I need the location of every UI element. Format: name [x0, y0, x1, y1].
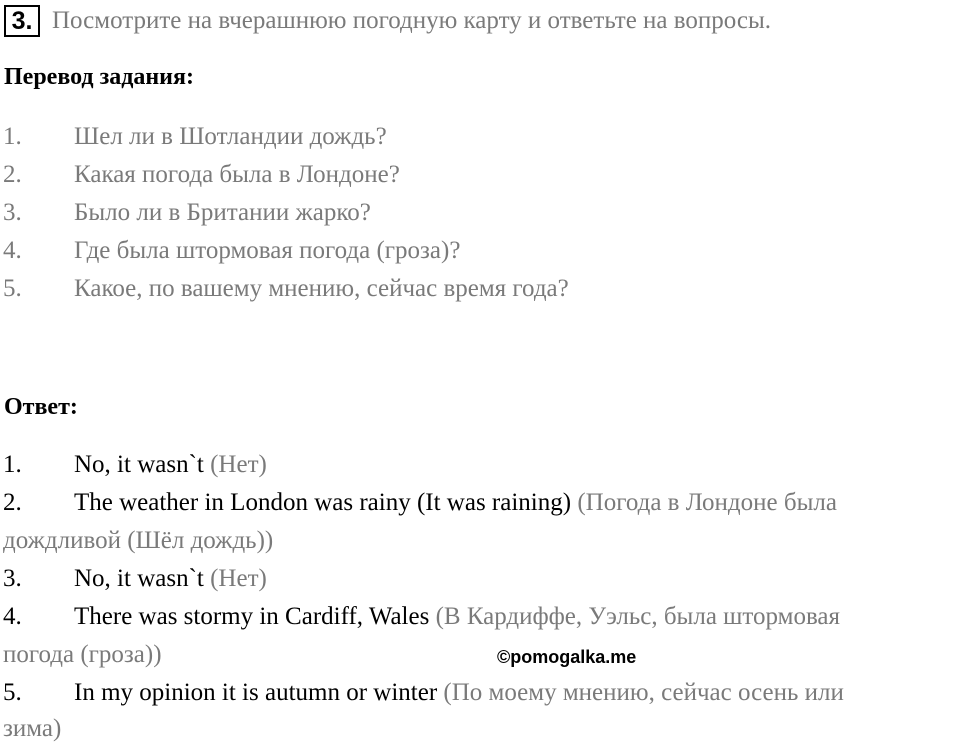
answer-english: No, it wasn`t: [74, 451, 204, 478]
answer-russian: (Погода в Лондоне была: [577, 489, 837, 516]
item-text: Где была штормовая погода (гроза)?: [74, 237, 461, 264]
answer-item: [3, 602, 840, 632]
item-number: 4.: [3, 603, 22, 630]
item-number: 1.: [3, 451, 22, 478]
item-text: Было ли в Британии жарко?: [74, 199, 371, 226]
answer-continuation: дождливой (Шёл дождь)): [3, 527, 274, 554]
item-number: 4.: [3, 237, 22, 264]
answer-item: [3, 450, 267, 480]
answer-english: In my opinion it is autumn or winter: [74, 679, 438, 706]
answer-heading: Ответ:: [4, 394, 78, 420]
translation-heading: Перевод задания:: [4, 64, 194, 90]
item-number: 5.: [3, 275, 22, 302]
item-number: 3.: [3, 565, 22, 592]
answer-item: [3, 678, 844, 708]
item-number: 5.: [3, 679, 22, 706]
answer-item: [3, 564, 267, 594]
item-text: Какое, по вашему мнению, сейчас время года?: [74, 275, 569, 302]
answer-russian: (Нет): [210, 451, 267, 478]
translation-item: [3, 160, 400, 190]
answer-item: [3, 488, 837, 518]
answer-russian: (В Кардиффе, Уэльс, была штормовая: [435, 603, 841, 630]
item-number: 3.: [3, 199, 22, 226]
answer-english: There was stormy in Cardiff, Wales: [74, 603, 430, 630]
answer-russian: (По моему мнению, сейчас осень или: [443, 679, 844, 706]
task-header: [4, 4, 771, 38]
translation-item: [3, 274, 569, 304]
translation-item: [3, 198, 371, 228]
answer-russian: (Нет): [210, 565, 267, 592]
translation-item: [3, 236, 460, 266]
answer-english: No, it wasn`t: [74, 565, 204, 592]
answer-continuation: зима): [3, 715, 62, 742]
item-number: 2.: [3, 161, 22, 188]
item-text: Шел ли в Шотландии дождь?: [74, 123, 387, 150]
watermark: ©pomogalka.me: [497, 647, 637, 667]
translation-item: [3, 122, 387, 152]
item-text: Какая погода была в Лондоне?: [74, 161, 400, 188]
answer-continuation: погода (гроза)): [3, 641, 162, 668]
task-instruction: Посмотрите на вчерашнюю погодную карту и ответьте на вопросы.: [52, 7, 772, 34]
answer-english: The weather in London was rainy (It was raining): [74, 489, 572, 516]
item-number: 1.: [3, 123, 22, 150]
item-number: 2.: [3, 489, 22, 516]
task-number: 3.: [4, 5, 40, 37]
